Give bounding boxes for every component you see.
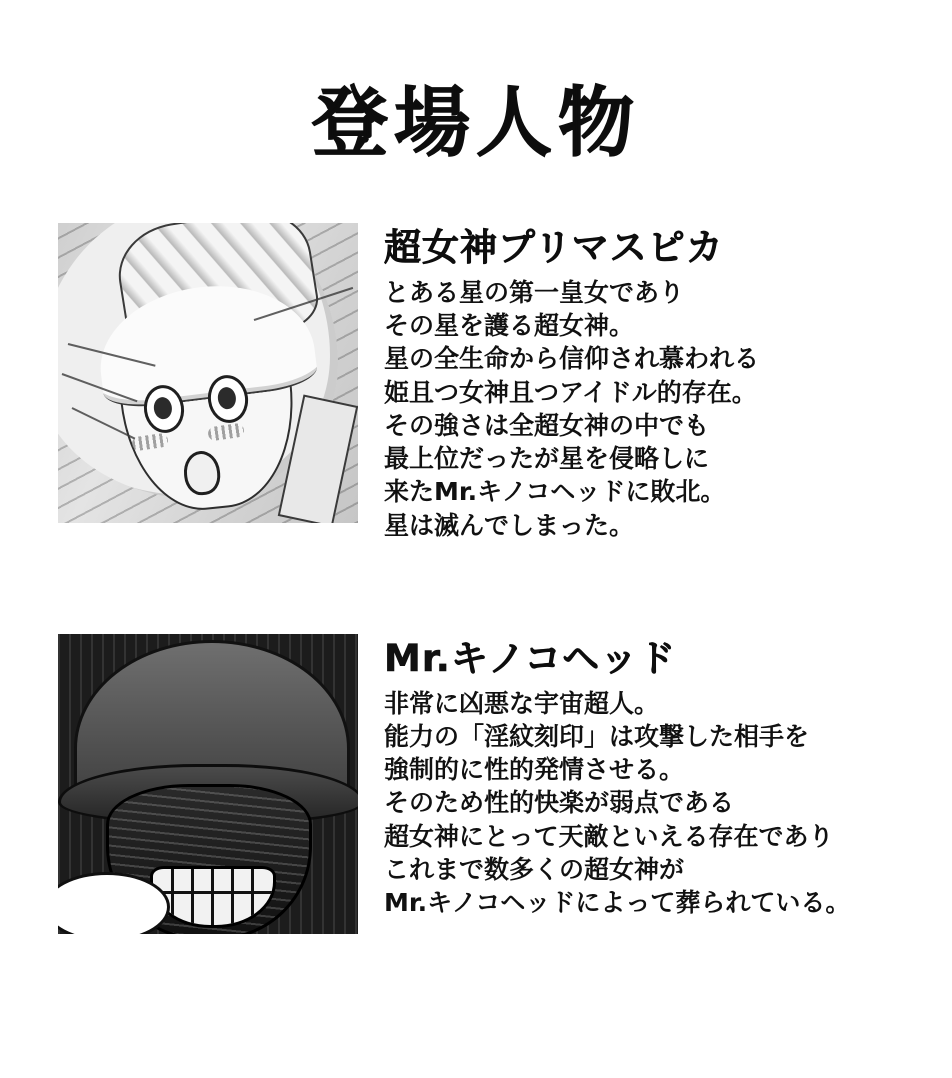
- teeth-gap: [171, 869, 174, 925]
- character-portrait-mushroom-head: [58, 634, 358, 934]
- description-line: 星は滅んでしまった。: [384, 510, 635, 540]
- character-text-mushroom-head: [384, 634, 932, 920]
- description-line: 星の全生命から信仰され慕われる: [384, 344, 760, 374]
- teeth-gap: [191, 869, 194, 925]
- description-line: 超女神にとって天敵といえる存在であり: [384, 821, 834, 851]
- character-text-primaspica: [384, 223, 932, 542]
- teeth-gap: [211, 869, 214, 925]
- character-description: [384, 687, 932, 920]
- character-introduction-page: [0, 51, 952, 1078]
- description-line: 強制的に性的発情させる。: [384, 755, 685, 785]
- character-entry-mushroom-head: [0, 634, 952, 934]
- character-name: 超女神プリマスピカ: [384, 225, 724, 269]
- character-description: [384, 276, 932, 542]
- teeth-gap: [251, 869, 254, 925]
- description-line: 来たMr.キノコヘッドに敗北。: [384, 477, 726, 507]
- description-line: その星を護る超女神。: [384, 311, 635, 340]
- description-line: 能力の「淫紋刻印」は攻撃した相手を: [384, 721, 810, 751]
- page-title: 登場人物: [312, 77, 640, 167]
- description-line: とある星の第一皇女であり: [384, 277, 685, 307]
- teeth-gap: [231, 869, 234, 925]
- character-portrait-primaspica: [58, 223, 358, 523]
- description-line: Mr.キノコヘッドによって葬られている。: [384, 888, 851, 918]
- description-line: 最上位だったが星を侵略しに: [384, 444, 710, 473]
- character-name: Mr.キノコヘッド: [384, 636, 677, 680]
- description-line: そのため性的快楽が弱点である: [384, 788, 735, 818]
- description-line: 姫且つ女神且つアイドル的存在。: [384, 377, 757, 407]
- description-line: 非常に凶悪な宇宙超人。: [384, 688, 660, 718]
- description-line: その強さは全超女神の中でも: [384, 410, 710, 440]
- character-entry-primaspica: [0, 223, 952, 542]
- description-line: これまで数多くの超女神が: [384, 854, 685, 884]
